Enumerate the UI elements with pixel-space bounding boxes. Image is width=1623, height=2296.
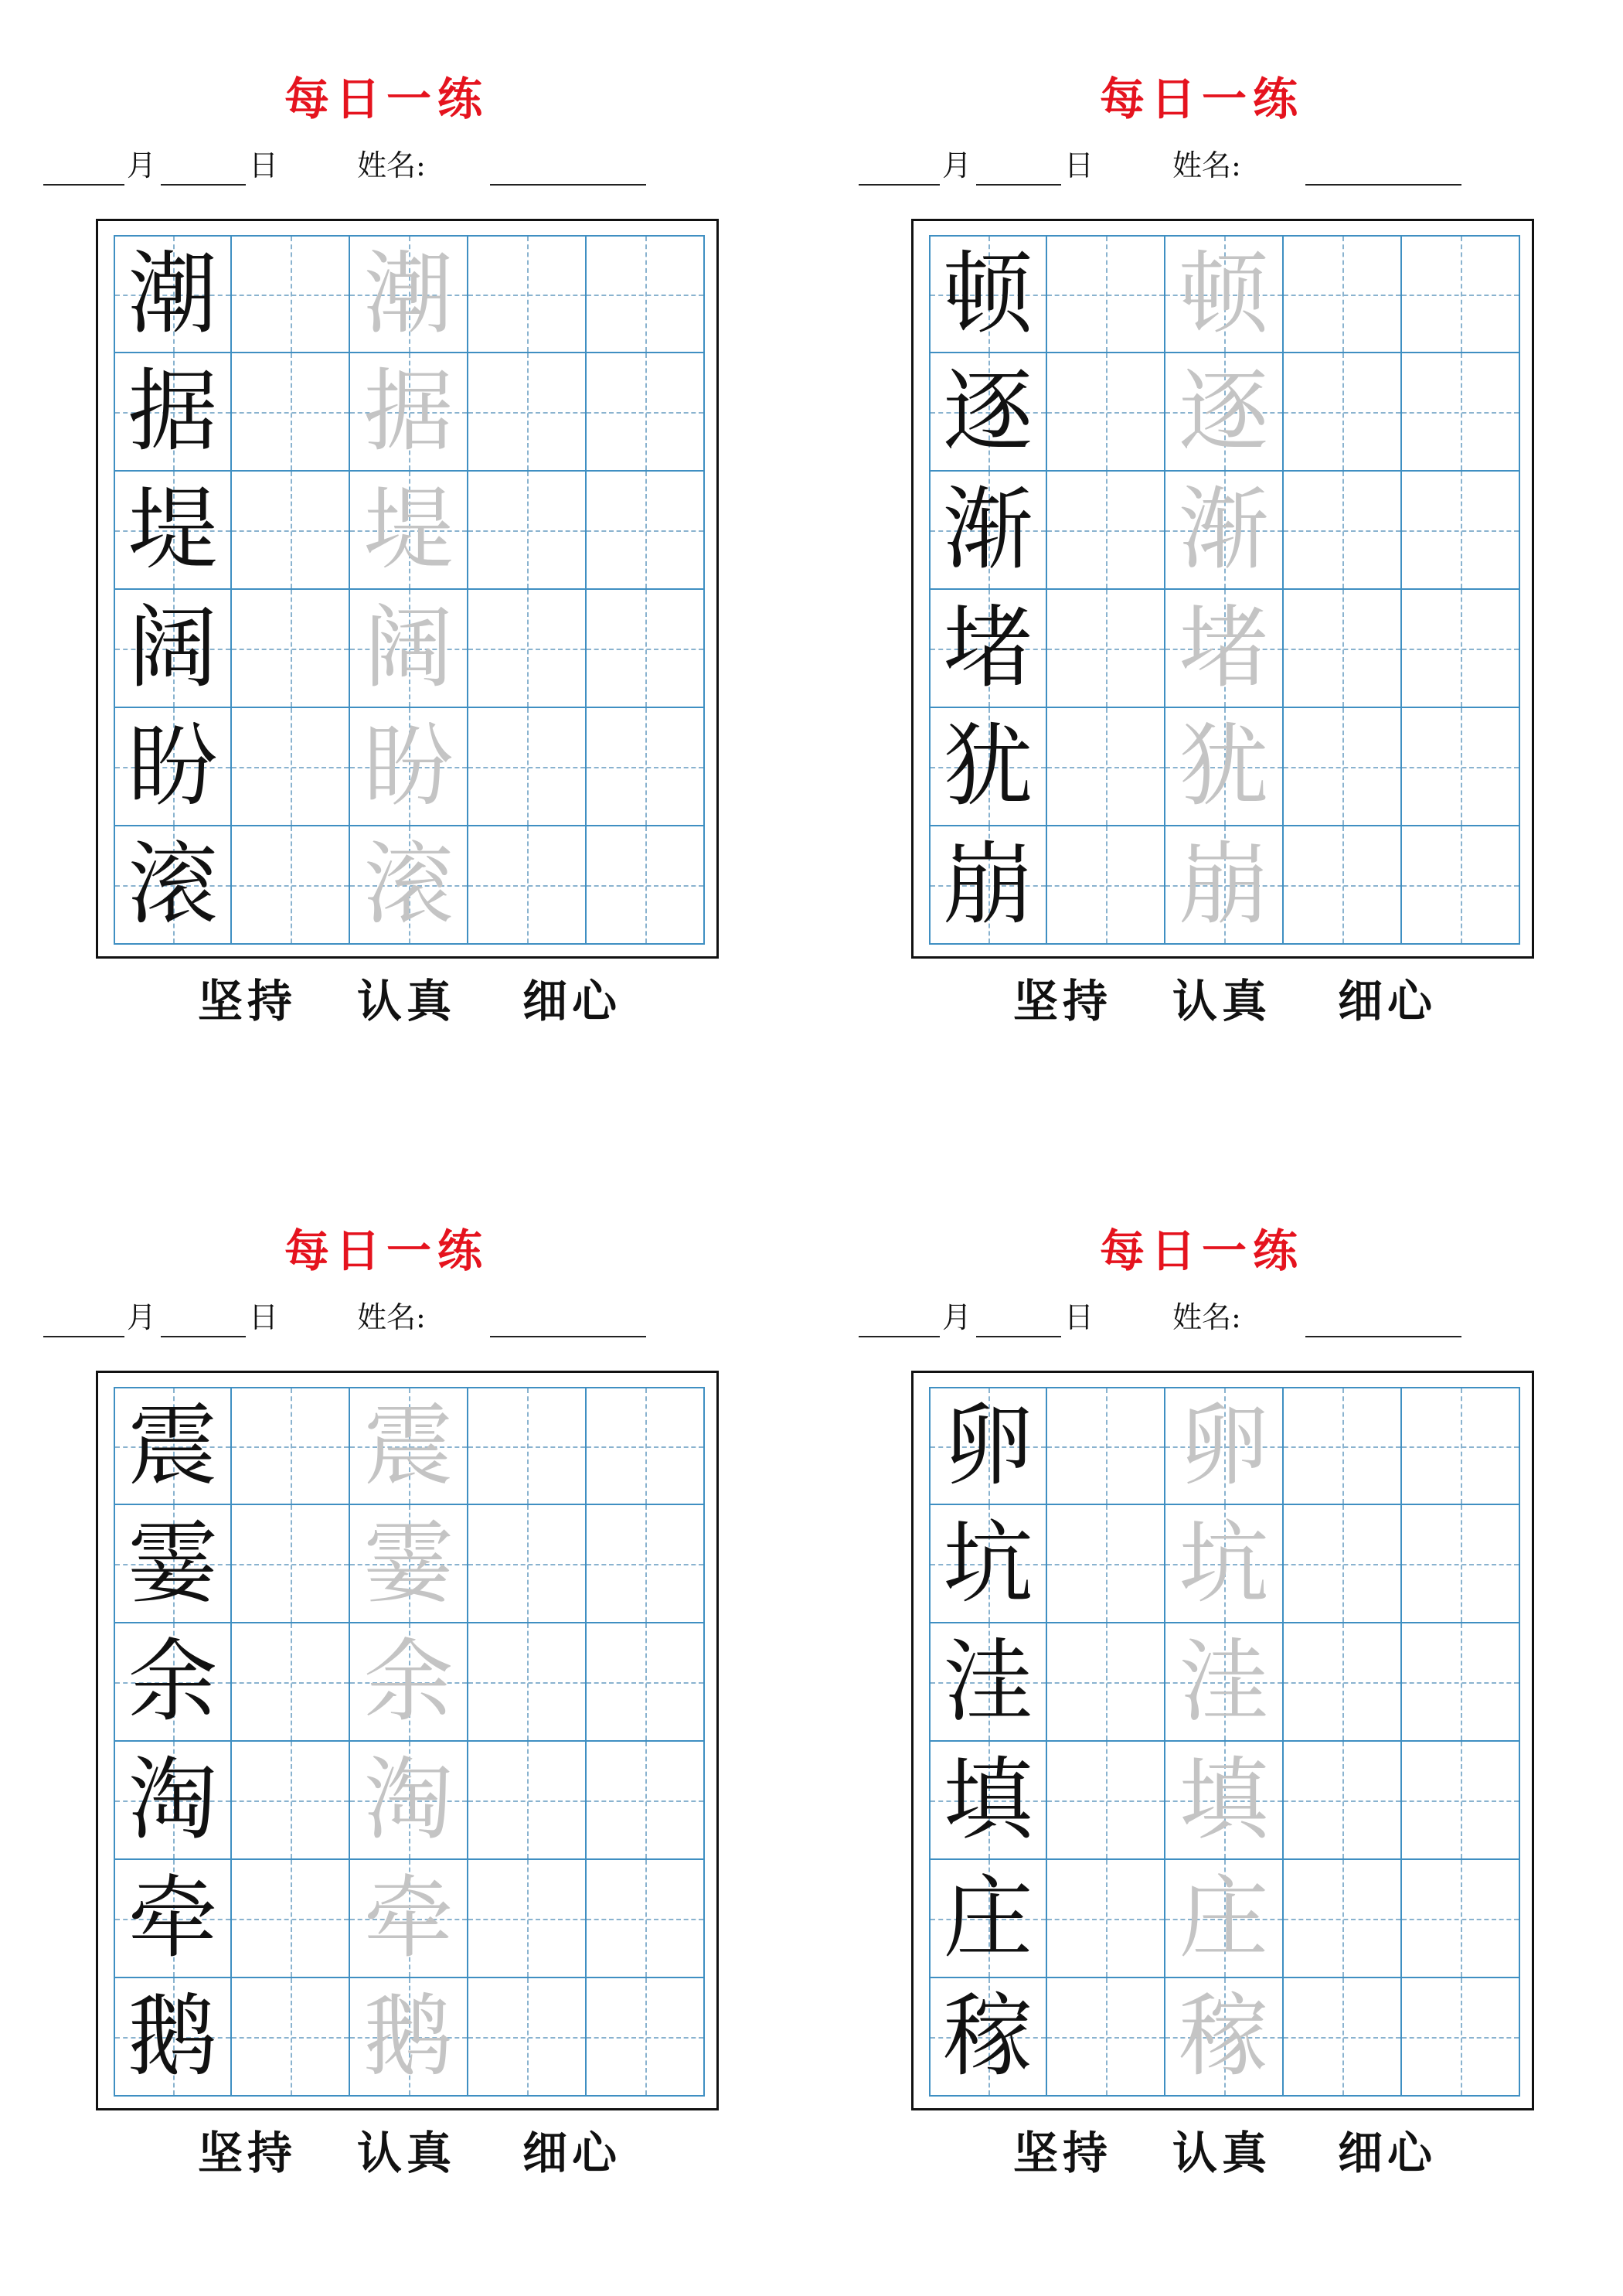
motto-persist: 坚持: [1013, 975, 1113, 1027]
writing-cell[interactable]: [1402, 353, 1520, 472]
trace-character: 鹅: [363, 1984, 454, 2089]
writing-cell[interactable]: [1047, 235, 1165, 353]
date-name-row: [0, 142, 773, 189]
tianzige-grid: [114, 1387, 705, 2097]
model-cell: [114, 1387, 232, 1505]
writing-cell[interactable]: [468, 235, 587, 353]
model-cell: [929, 708, 1047, 826]
writing-cell[interactable]: [1402, 235, 1520, 353]
name-label: 姓名:: [1172, 148, 1241, 182]
motto-persist: 坚持: [1013, 2127, 1113, 2179]
motto-careful: 认真: [357, 2127, 457, 2179]
day-blank: [976, 184, 1061, 186]
writing-cell[interactable]: [1402, 1623, 1520, 1742]
writing-cell[interactable]: [468, 1742, 587, 1860]
trace-cell: [1165, 472, 1284, 590]
model-character: 坑: [943, 1511, 1033, 1616]
writing-cell[interactable]: [232, 708, 350, 826]
model-cell: [929, 1505, 1047, 1623]
writing-cell[interactable]: [587, 353, 705, 472]
writing-cell[interactable]: [232, 1860, 350, 1978]
writing-cell[interactable]: [587, 1387, 705, 1505]
trace-cell: [350, 826, 468, 945]
model-character: 震: [128, 1393, 218, 1498]
writing-cell[interactable]: [468, 353, 587, 472]
month-label: 月: [942, 148, 972, 182]
writing-cell[interactable]: [1402, 1860, 1520, 1978]
writing-cell[interactable]: [1284, 1978, 1402, 2097]
trace-character: 崩: [1179, 832, 1269, 937]
motto-attentive: 细心: [1338, 975, 1438, 1027]
motto-persist: 坚持: [198, 975, 298, 1027]
writing-cell[interactable]: [468, 1978, 587, 2097]
trace-character: 卵: [1179, 1393, 1269, 1498]
month-blank: [43, 184, 124, 186]
writing-cell[interactable]: [468, 1387, 587, 1505]
trace-cell: [350, 235, 468, 353]
name-label: 姓名:: [1172, 1300, 1241, 1334]
practice-frame: [96, 219, 719, 959]
writing-cell[interactable]: [1284, 353, 1402, 472]
trace-character: 庄: [1179, 1865, 1269, 1971]
writing-cell[interactable]: [587, 235, 705, 353]
trace-character: 滚: [363, 832, 454, 937]
writing-cell[interactable]: [1284, 1623, 1402, 1742]
writing-cell[interactable]: [1284, 826, 1402, 945]
writing-cell[interactable]: [1402, 826, 1520, 945]
writing-cell[interactable]: [468, 1860, 587, 1978]
model-cell: [114, 1505, 232, 1623]
writing-cell[interactable]: [1402, 1505, 1520, 1623]
practice-sheet: [0, 0, 773, 1027]
writing-cell[interactable]: [232, 1978, 350, 2097]
trace-cell: [1165, 1860, 1284, 1978]
model-character: 阔: [128, 595, 218, 700]
name-blank: [490, 184, 646, 186]
writing-cell[interactable]: [1284, 235, 1402, 353]
motto-row: [0, 2126, 773, 2180]
trace-character: 洼: [1179, 1629, 1269, 1734]
writing-cell[interactable]: [232, 353, 350, 472]
writing-cell[interactable]: [1047, 708, 1165, 826]
model-character: 据: [128, 359, 218, 464]
trace-cell: [1165, 1742, 1284, 1860]
trace-cell: [350, 1860, 468, 1978]
month-blank: [43, 1336, 124, 1337]
trace-cell: [350, 1505, 468, 1623]
writing-cell[interactable]: [468, 590, 587, 708]
trace-character: 震: [363, 1393, 454, 1498]
writing-cell[interactable]: [1047, 826, 1165, 945]
day-label: 日: [1064, 1300, 1094, 1334]
model-cell: [929, 472, 1047, 590]
day-label: 日: [249, 1300, 279, 1334]
writing-cell[interactable]: [1402, 1978, 1520, 2097]
model-character: 庄: [943, 1865, 1033, 1971]
practice-sheet: [815, 0, 1588, 1027]
model-cell: [114, 1742, 232, 1860]
month-label: 月: [942, 1300, 972, 1334]
writing-cell[interactable]: [232, 1623, 350, 1742]
writing-cell[interactable]: [232, 1742, 350, 1860]
model-cell: [114, 353, 232, 472]
writing-cell[interactable]: [1284, 708, 1402, 826]
model-character: 逐: [943, 359, 1033, 464]
model-character: 堤: [128, 477, 218, 582]
writing-cell[interactable]: [587, 708, 705, 826]
day-blank: [976, 1336, 1061, 1337]
month-label: 月: [127, 148, 157, 182]
trace-character: 顿: [1179, 241, 1269, 346]
writing-cell[interactable]: [587, 826, 705, 945]
model-cell: [929, 1387, 1047, 1505]
tianzige-grid: [114, 235, 705, 945]
motto-attentive: 细心: [1338, 2127, 1438, 2179]
practice-frame: [911, 1371, 1534, 2110]
model-cell: [114, 472, 232, 590]
writing-cell[interactable]: [1402, 472, 1520, 590]
trace-character: 逐: [1179, 359, 1269, 464]
model-cell: [929, 590, 1047, 708]
model-cell: [114, 826, 232, 945]
motto-careful: 认真: [357, 975, 457, 1027]
practice-frame: [96, 1371, 719, 2110]
motto-persist: 坚持: [198, 2127, 298, 2179]
motto-careful: 认真: [1172, 975, 1272, 1027]
writing-cell[interactable]: [1047, 590, 1165, 708]
model-character: 渐: [943, 477, 1033, 582]
trace-character: 犹: [1179, 714, 1269, 819]
trace-character: 渐: [1179, 477, 1269, 582]
motto-row: [0, 974, 773, 1028]
day-label: 日: [1064, 148, 1094, 182]
model-cell: [114, 1978, 232, 2097]
trace-character: 据: [363, 359, 454, 464]
model-cell: [929, 353, 1047, 472]
model-character: 堵: [943, 595, 1033, 700]
writing-cell[interactable]: [587, 472, 705, 590]
trace-character: 阔: [363, 595, 454, 700]
motto-row: [815, 2126, 1588, 2180]
model-character: 填: [943, 1747, 1033, 1852]
trace-character: 堵: [1179, 595, 1269, 700]
name-blank: [490, 1336, 646, 1337]
model-character: 盼: [128, 714, 218, 819]
model-cell: [929, 1623, 1047, 1742]
trace-cell: [350, 1978, 468, 2097]
writing-cell[interactable]: [1047, 472, 1165, 590]
trace-cell: [1165, 353, 1284, 472]
trace-character: 盼: [363, 714, 454, 819]
date-name-row: [815, 1294, 1588, 1340]
trace-cell: [1165, 1387, 1284, 1505]
writing-cell[interactable]: [1047, 353, 1165, 472]
writing-cell[interactable]: [1284, 1742, 1402, 1860]
model-character: 牵: [128, 1865, 218, 1971]
writing-cell[interactable]: [468, 472, 587, 590]
name-blank: [1305, 184, 1461, 186]
model-cell: [114, 1860, 232, 1978]
trace-cell: [350, 708, 468, 826]
model-cell: [929, 1860, 1047, 1978]
writing-cell[interactable]: [1047, 1860, 1165, 1978]
model-character: 洼: [943, 1629, 1033, 1734]
practice-sheet: [815, 1152, 1588, 2179]
writing-cell[interactable]: [232, 1505, 350, 1623]
model-character: 潮: [128, 241, 218, 346]
model-cell: [929, 1742, 1047, 1860]
writing-cell[interactable]: [1047, 1623, 1165, 1742]
day-label: 日: [249, 148, 279, 182]
model-cell: [114, 1623, 232, 1742]
model-cell: [114, 708, 232, 826]
model-cell: [114, 590, 232, 708]
model-cell: [929, 826, 1047, 945]
month-blank: [859, 184, 940, 186]
month-label: 月: [127, 1300, 157, 1334]
model-character: 鹅: [128, 1984, 218, 2089]
sheet-title: 每日一练: [1099, 73, 1304, 125]
model-character: 崩: [943, 832, 1033, 937]
sheet-title: 每日一练: [284, 1225, 488, 1277]
writing-cell[interactable]: [468, 1505, 587, 1623]
trace-cell: [1165, 708, 1284, 826]
sheet-title: 每日一练: [1099, 1225, 1304, 1277]
writing-cell[interactable]: [232, 826, 350, 945]
trace-character: 潮: [363, 241, 454, 346]
model-cell: [929, 235, 1047, 353]
trace-cell: [350, 1623, 468, 1742]
trace-cell: [350, 590, 468, 708]
writing-cell[interactable]: [1047, 1978, 1165, 2097]
writing-cell[interactable]: [587, 1978, 705, 2097]
trace-cell: [1165, 235, 1284, 353]
writing-cell[interactable]: [1402, 708, 1520, 826]
name-label: 姓名:: [357, 148, 426, 182]
name-blank: [1305, 1336, 1461, 1337]
trace-cell: [1165, 1978, 1284, 2097]
writing-cell[interactable]: [1047, 1742, 1165, 1860]
writing-cell[interactable]: [468, 708, 587, 826]
model-character: 卵: [943, 1393, 1033, 1498]
trace-cell: [350, 1742, 468, 1860]
model-character: 稼: [943, 1984, 1033, 2089]
month-blank: [859, 1336, 940, 1337]
writing-cell[interactable]: [1284, 1505, 1402, 1623]
tianzige-grid: [929, 235, 1520, 945]
writing-cell[interactable]: [587, 1860, 705, 1978]
writing-cell[interactable]: [1402, 590, 1520, 708]
trace-character: 坑: [1179, 1511, 1269, 1616]
writing-cell[interactable]: [1284, 1860, 1402, 1978]
motto-attentive: 细心: [522, 2127, 622, 2179]
writing-cell[interactable]: [1402, 1742, 1520, 1860]
trace-cell: [350, 353, 468, 472]
writing-cell[interactable]: [587, 1623, 705, 1742]
writing-cell[interactable]: [232, 472, 350, 590]
date-name-row: [0, 1294, 773, 1340]
sheet-title: 每日一练: [284, 73, 488, 125]
day-blank: [161, 184, 246, 186]
trace-cell: [1165, 1623, 1284, 1742]
writing-cell[interactable]: [1402, 1387, 1520, 1505]
writing-cell[interactable]: [468, 826, 587, 945]
model-character: 滚: [128, 832, 218, 937]
writing-cell[interactable]: [587, 1742, 705, 1860]
model-cell: [114, 235, 232, 353]
trace-character: 余: [363, 1629, 454, 1734]
trace-character: 堤: [363, 477, 454, 582]
model-cell: [929, 1978, 1047, 2097]
model-character: 霎: [128, 1511, 218, 1616]
writing-cell[interactable]: [1284, 472, 1402, 590]
writing-cell[interactable]: [1284, 590, 1402, 708]
day-blank: [161, 1336, 246, 1337]
writing-cell[interactable]: [232, 235, 350, 353]
trace-cell: [350, 472, 468, 590]
writing-cell[interactable]: [587, 590, 705, 708]
trace-character: 稼: [1179, 1984, 1269, 2089]
date-name-row: [815, 142, 1588, 189]
motto-careful: 认真: [1172, 2127, 1272, 2179]
trace-cell: [350, 1387, 468, 1505]
name-label: 姓名:: [357, 1300, 426, 1334]
trace-cell: [1165, 590, 1284, 708]
trace-character: 牵: [363, 1865, 454, 1971]
trace-character: 填: [1179, 1747, 1269, 1852]
writing-cell[interactable]: [232, 1387, 350, 1505]
writing-cell[interactable]: [1047, 1505, 1165, 1623]
trace-cell: [1165, 1505, 1284, 1623]
writing-cell[interactable]: [468, 1623, 587, 1742]
trace-character: 淘: [363, 1747, 454, 1852]
writing-cell[interactable]: [1047, 1387, 1165, 1505]
practice-sheet: [0, 1152, 773, 2179]
motto-row: [815, 974, 1588, 1028]
trace-character: 霎: [363, 1511, 454, 1616]
writing-cell[interactable]: [1284, 1387, 1402, 1505]
model-character: 犹: [943, 714, 1033, 819]
motto-attentive: 细心: [522, 975, 622, 1027]
model-character: 淘: [128, 1747, 218, 1852]
model-character: 顿: [943, 241, 1033, 346]
practice-frame: [911, 219, 1534, 959]
tianzige-grid: [929, 1387, 1520, 2097]
writing-cell[interactable]: [232, 590, 350, 708]
model-character: 余: [128, 1629, 218, 1734]
writing-cell[interactable]: [587, 1505, 705, 1623]
trace-cell: [1165, 826, 1284, 945]
